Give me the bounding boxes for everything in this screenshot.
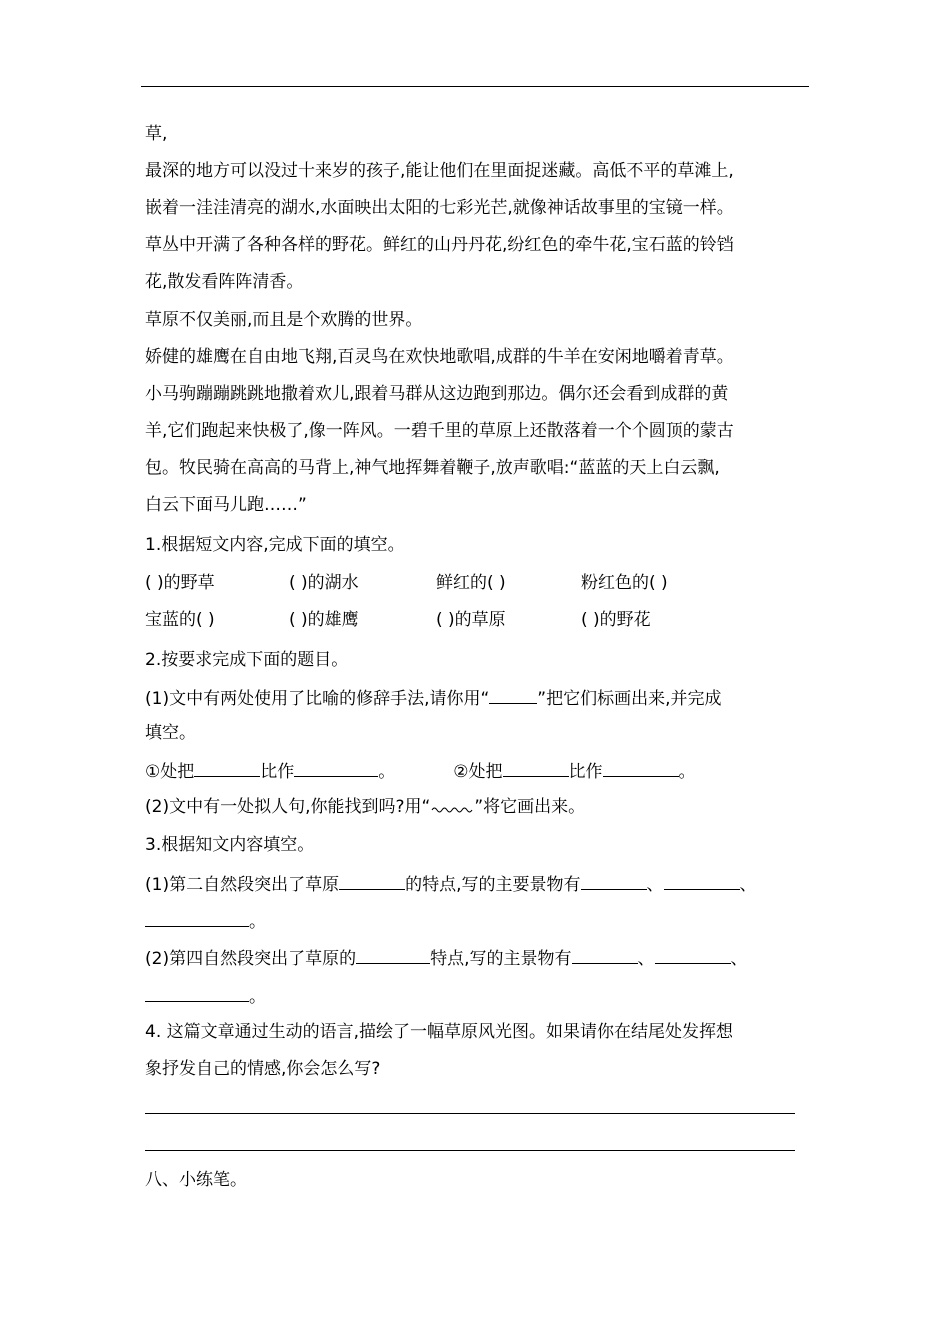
passage-line: 最深的地方可以没过十来岁的孩子,能让他们在里面捉迷藏。高低不平的草滩上, — [145, 161, 734, 181]
question-4-line: 象抒发自己的情感,你会怎么写? — [145, 1059, 381, 1079]
answer-blank[interactable] — [339, 873, 405, 890]
text-segment: 。 — [249, 987, 266, 1007]
passage-line: 花,散发看阵阵清香。 — [145, 272, 304, 292]
text-segment: (1)文中有两处使用了比喻的修辞手法,请你用“ — [145, 689, 490, 709]
fill-blank-item[interactable]: ( )的雄鹰 — [289, 610, 359, 630]
text-segment: 、 — [637, 949, 655, 969]
answer-writing-line[interactable] — [145, 1113, 795, 1114]
question-2-title: 2.按要求完成下面的题目。 — [145, 650, 349, 670]
answer-blank[interactable] — [581, 873, 647, 890]
text-segment: ”把它们标画出来,并完成 — [537, 689, 722, 709]
section-8-title: 八、小练笔。 — [145, 1170, 247, 1190]
question-1-title: 1.根据短文内容,完成下面的填空。 — [145, 535, 405, 555]
answer-blank[interactable] — [145, 985, 249, 1002]
fill-blank-item[interactable]: ( )的野花 — [581, 610, 651, 630]
question-3-part-1-cont — [145, 910, 266, 932]
text-segment: 、 — [730, 949, 748, 969]
passage-line: 嵌着一洼洼清亮的湖水,水面映出太阳的七彩光芒,就像神话故事里的宝镜一样。 — [145, 198, 734, 218]
text-segment: 。 — [678, 762, 696, 782]
passage-line: 羊,它们跑起来快极了,像一阵风。一碧千里的草原上还散落着一个个圆顶的蒙古 — [145, 421, 734, 441]
text-segment: ”将它画出来。 — [474, 797, 586, 817]
text-segment: 。 — [249, 912, 266, 932]
text-segment: 比作 — [260, 762, 295, 782]
question-2-part-2 — [145, 797, 585, 817]
question-3-part-1 — [145, 873, 757, 895]
fill-blank-item[interactable]: ( )的野草 — [145, 573, 215, 593]
passage-line: 娇健的雄鹰在自由地飞翔,百灵鸟在欢快地歌唱,成群的牛羊在安闲地嚼着青草。 — [145, 347, 734, 367]
answer-blank[interactable] — [664, 873, 740, 890]
passage-line: 小马驹蹦蹦跳跳地撒着欢儿,跟着马群从这边跑到那边。偶尔还会看到成群的黄 — [145, 384, 729, 404]
fill-blank-item[interactable]: ( )的草原 — [436, 610, 506, 630]
answer-writing-line[interactable] — [145, 1150, 795, 1151]
text-segment: ②处把 — [453, 762, 503, 782]
text-segment: 比作 — [568, 762, 603, 782]
passage-line: 草丛中开满了各种各样的野花。鲜红的山丹丹花,纷红色的牵牛花,宝石蓝的铃铛 — [145, 235, 734, 255]
answer-blank[interactable] — [572, 947, 638, 964]
answer-blank[interactable] — [294, 760, 378, 777]
fill-blank-item[interactable]: 宝蓝的( ) — [145, 610, 215, 630]
passage-line: 草原不仅美丽,而且是个欢腾的世界。 — [145, 310, 423, 330]
text-segment: (1)第二自然段突出了草原 — [145, 875, 340, 895]
passage-line: 白云下面马儿跑……” — [145, 495, 307, 515]
answer-blank[interactable] — [603, 760, 679, 777]
answer-blank[interactable] — [356, 947, 430, 964]
wavy-line-icon — [430, 804, 474, 814]
question-3-title: 3.根据知文内容填空。 — [145, 835, 315, 855]
answer-blank[interactable] — [194, 760, 260, 777]
text-segment: 的特点,写的主要景物有 — [405, 875, 581, 895]
passage-line: 包。牧民骑在高高的马背上,神气地挥舞着鞭子,放声歌唱:“蓝蓝的天上白云飘, — [145, 458, 720, 478]
fill-blank-item[interactable]: ( )的湖水 — [289, 573, 359, 593]
underline-sample — [489, 687, 537, 704]
answer-blank[interactable] — [503, 760, 569, 777]
text-segment: 、 — [646, 875, 664, 895]
question-3-part-2 — [145, 947, 748, 969]
answer-blank[interactable] — [655, 947, 731, 964]
header-rule — [141, 86, 809, 87]
text-segment: ①处把 — [145, 762, 195, 782]
question-3-part-2-cont — [145, 985, 266, 1007]
text-segment: 、 — [739, 875, 757, 895]
passage-line: 草, — [145, 124, 168, 144]
text-segment: 。 — [378, 762, 396, 782]
text-segment: (2)文中有一处拟人句,你能找到吗?用“ — [145, 797, 431, 817]
fill-blank-item[interactable]: 粉红色的( ) — [581, 573, 668, 593]
answer-blank[interactable] — [145, 910, 249, 927]
question-4-line: 4. 这篇文章通过生动的语言,描绘了一幅草原风光图。如果请你在结尾处发挥想 — [145, 1022, 734, 1042]
question-2-part-1 — [145, 687, 722, 709]
text-segment: 特点,写的主景物有 — [430, 949, 572, 969]
text-segment: (2)第四自然段突出了草原的 — [145, 949, 357, 969]
question-2-part-1-cont: 填空。 — [145, 723, 196, 743]
fill-blank-item[interactable]: 鲜红的( ) — [436, 573, 506, 593]
metaphor-fill-row — [145, 760, 696, 782]
